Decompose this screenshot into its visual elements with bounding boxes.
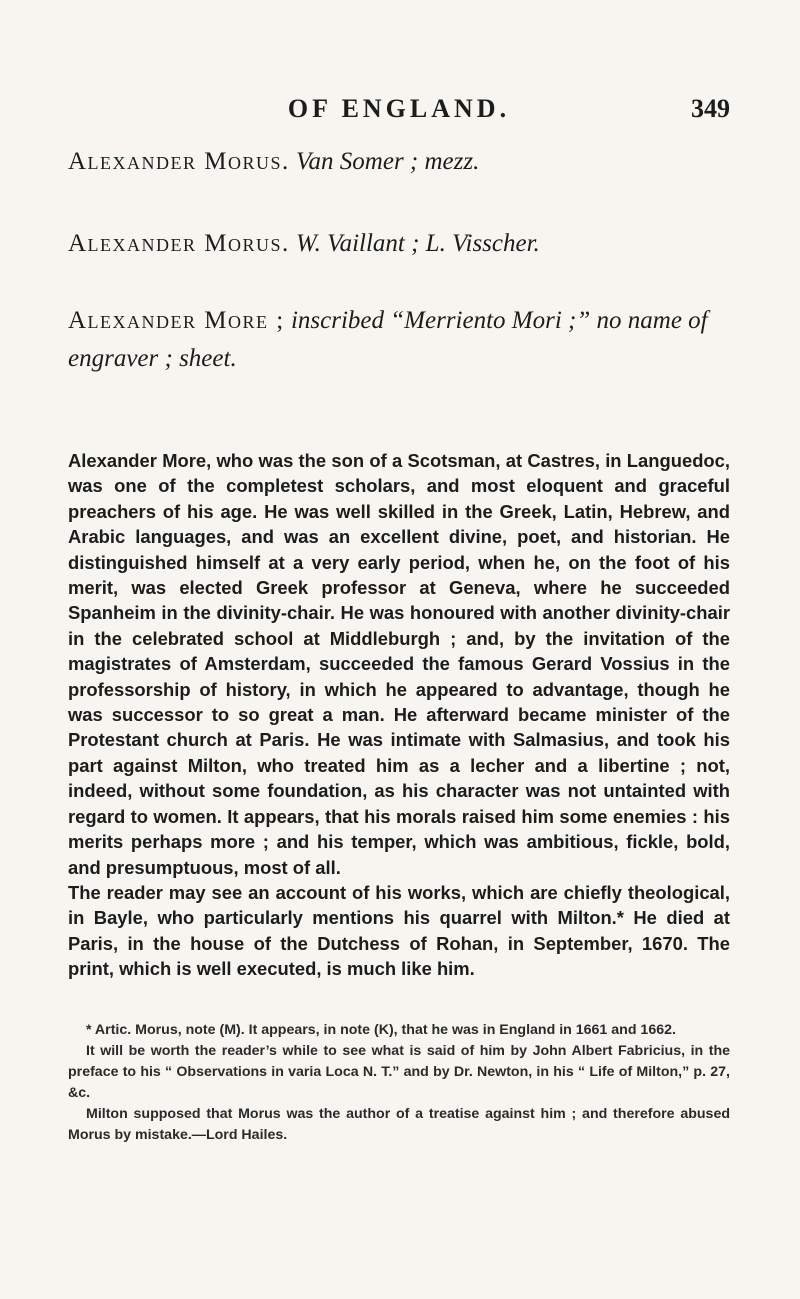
footnotes — [68, 1020, 730, 1146]
biography-text — [68, 448, 730, 982]
portrait-entry — [68, 302, 730, 378]
footnote: Milton supposed that Morus was the author of a treatise against him ; and therefore abused Morus by mistake.—Lord Hailes. — [68, 1106, 730, 1143]
running-head-title: OF ENGLAND. — [287, 94, 511, 123]
biography-paragraph: Alexander More, who was the son of a Scotsman, at Castres, in Languedoc, was one of the completest scholars, and most eloquent and graceful preachers of his age. He was well skilled in the Greek, Latin, Hebrew, and Arabic languages, and was an excellent divine, poet, and historian. He distinguished himself at a very early period, when he, on the foot of his merit, was elected Greek professor at Geneva, where he succeeded Spanheim in the divinity-chair. He was honoured with another divinity-chair in the celebrated school at Middleburgh ; and, by the invitation of the magistrates of Amsterdam, succeeded the famous Gerard Vossius in the professorship of history, in which he appeared to advantage, though he was successor to so great a man. He afterward became minister of the Protestant church at Paris. He was intimate with Salmasius, and took his part against Milton, who treated him as a lecher and a libertine ; not, indeed, without some foundation, as his character was not untainted with regard to women. It appears, that his morals raised him some enemies : his merits perhaps more ; and his temper, which was ambitious, fickle, bold, and presumptuous, most of all. — [68, 450, 730, 878]
portrait-entry — [68, 143, 730, 181]
entry-sitter-name: Alexander Morus. — [68, 230, 290, 257]
footnote: It will be worth the reader’s while to see what is said of him by John Albert Fabricius, in the preface to his “ Observations in varia Loca N. T.” and by Dr. Newton, in his “ Life of Milton,” p. 27, &c. — [68, 1043, 730, 1101]
page-number: 349 — [691, 94, 730, 123]
footnote: * Artic. Morus, note (M). It appears, in note (K), that he was in England in 1661 and 1662. — [86, 1022, 676, 1038]
entry-engraver-detail: inscribed “Merriento Mori ;” no name of engraver ; sheet. — [68, 307, 708, 372]
entry-sitter-name: Alexander Morus. — [68, 148, 290, 175]
portrait-entry — [68, 225, 730, 263]
running-head — [68, 94, 730, 134]
entry-sitter-name: Alexander More ; — [68, 307, 285, 334]
entry-engraver-detail: W. Vaillant ; L. Visscher. — [296, 230, 540, 257]
biography-paragraph: The reader may see an account of his works, which are chiefly theological, in Bayle, who particularly mentions his quarrel with Milton.* He died at Paris, in the house of the Dutchess of Rohan, in September, 1670. The print, which is well executed, is much like him. — [68, 881, 730, 980]
entry-engraver-detail: Van Somer ; mezz. — [296, 148, 480, 175]
